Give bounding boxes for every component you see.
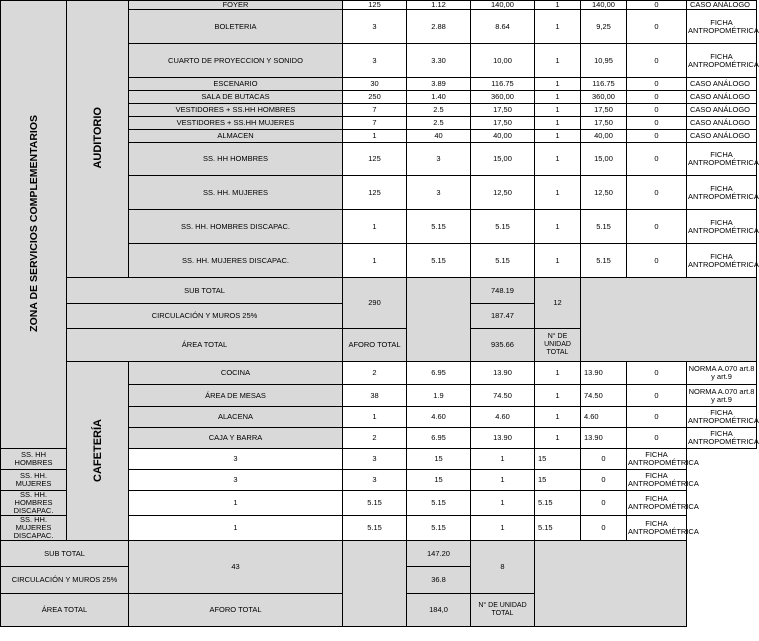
subarea-cell: 74.50	[581, 385, 627, 407]
subarea-cell: 4.60	[581, 407, 627, 428]
obs-cell: CASO ANÁLOGO	[687, 91, 757, 104]
space-name: ALMACEN	[129, 130, 343, 143]
qty-cell: 1	[535, 244, 581, 278]
area-cell: 5.15	[471, 244, 535, 278]
aforo-total-value: 290	[343, 278, 407, 329]
area-cell: 40,00	[471, 130, 535, 143]
space-name: VESTIDORES + SS.HH MUJERES	[129, 117, 343, 130]
subarea-cell: 140,00	[581, 1, 627, 10]
zero-cell: 0	[581, 516, 627, 541]
aforo-cell: 250	[343, 91, 407, 104]
qty-cell: 1	[535, 130, 581, 143]
aforo-total-value: 43	[129, 541, 343, 594]
area-cell: 360,00	[471, 91, 535, 104]
aforo-cell: 2	[343, 362, 407, 385]
qty-cell: 1	[535, 428, 581, 449]
auditorio-label: AUDITORIO	[91, 107, 104, 169]
space-name: ALACENA	[129, 407, 343, 428]
space-name: SS. HH. MUJERES DISCAPAC.	[129, 244, 343, 278]
blank-cell	[407, 278, 471, 362]
area-total-value: 935.66	[471, 329, 535, 362]
area-cell: 13.90	[471, 362, 535, 385]
aforo-cell: 1	[129, 491, 343, 516]
cafeteria-label-cell	[67, 362, 129, 541]
index-cell: 2.88	[407, 10, 471, 44]
qty-cell: 1	[471, 470, 535, 491]
area-cell: 116.75	[471, 78, 535, 91]
unidades-value: 8	[471, 541, 535, 594]
zero-cell: 0	[627, 428, 687, 449]
subtotal-row	[1, 541, 757, 567]
subarea-cell: 17,50	[581, 117, 627, 130]
auditorio-label-cell	[67, 1, 129, 278]
zero-cell: 0	[581, 449, 627, 470]
qty-cell: 1	[535, 44, 581, 78]
aforo-total-label: AFORO TOTAL	[129, 594, 343, 627]
obs-cell: FICHA ANTROPOMÉTRICA	[687, 244, 757, 278]
area-cell: 15	[407, 449, 471, 470]
subtotal-row	[1, 278, 757, 304]
area-cell: 15,00	[471, 143, 535, 176]
qty-cell: 1	[535, 1, 581, 10]
obs-cell: FICHA ANTROPOMÉTRICA	[687, 44, 757, 78]
index-cell: 5.15	[407, 210, 471, 244]
index-cell: 3	[343, 470, 407, 491]
index-cell: 3	[407, 176, 471, 210]
blank-cell	[581, 278, 757, 362]
subtotal-label: SUB TOTAL	[1, 541, 129, 567]
aforo-cell: 3	[343, 44, 407, 78]
area-cell: 17,50	[471, 104, 535, 117]
zero-cell: 0	[627, 91, 687, 104]
obs-cell: FICHA ANTROPOMÉTRICA	[687, 10, 757, 44]
index-cell: 5.15	[343, 516, 407, 541]
space-name: CUARTO DE PROYECCION Y SONIDO	[129, 44, 343, 78]
qty-cell: 1	[471, 516, 535, 541]
zero-cell: 0	[627, 117, 687, 130]
circulation-label: CIRCULACIÓN Y MUROS 25%	[1, 567, 129, 594]
unidades-value: 12	[535, 278, 581, 329]
subtotal-label: SUB TOTAL	[67, 278, 343, 304]
zone-label-cell	[1, 1, 67, 449]
circulation-label: CIRCULACIÓN Y MUROS 25%	[67, 304, 343, 329]
area-cell: 5.15	[471, 210, 535, 244]
obs-cell: FICHA ANTROPOMÉTRICA	[627, 491, 687, 516]
space-name: ESCENARIO	[129, 78, 343, 91]
aforo-total-label: AFORO TOTAL	[343, 329, 407, 362]
area-total-value: 184,0	[407, 594, 471, 627]
zone-label: ZONA DE SERVICIOS COMPLEMENTARIOS	[27, 115, 40, 332]
subarea-cell: 15	[535, 470, 581, 491]
blank-cell	[343, 541, 407, 627]
aforo-cell: 1	[343, 407, 407, 428]
qty-cell: 1	[535, 176, 581, 210]
qty-cell: 1	[535, 10, 581, 44]
subarea-cell: 12,50	[581, 176, 627, 210]
aforo-cell: 3	[129, 449, 343, 470]
obs-cell: FICHA ANTROPOMÉTRICA	[687, 407, 757, 428]
obs-cell: FICHA ANTROPOMÉTRICA	[687, 176, 757, 210]
subarea-cell: 40,00	[581, 130, 627, 143]
obs-cell: FICHA ANTROPOMÉTRICA	[687, 143, 757, 176]
obs-cell: FICHA ANTROPOMÉTRICA	[687, 428, 757, 449]
space-name: SS. HH. HOMBRES DISCAPAC.	[1, 491, 67, 516]
circulation-value: 36.8	[407, 567, 471, 594]
zero-cell: 0	[627, 130, 687, 143]
unidades-label: N° DE UNIDAD TOTAL	[471, 594, 535, 627]
obs-cell: FICHA ANTROPOMÉTRICA	[627, 449, 687, 470]
zero-cell: 0	[581, 470, 627, 491]
aforo-cell: 1	[129, 516, 343, 541]
zero-cell: 0	[627, 176, 687, 210]
aforo-cell: 125	[343, 143, 407, 176]
space-name: COCINA	[129, 362, 343, 385]
zero-cell: 0	[627, 407, 687, 428]
area-cell: 5.15	[407, 516, 471, 541]
subarea-cell: 15,00	[581, 143, 627, 176]
zero-cell: 0	[627, 385, 687, 407]
qty-cell: 1	[471, 491, 535, 516]
area-cell: 8.64	[471, 10, 535, 44]
area-cell: 13.90	[471, 428, 535, 449]
index-cell: 3	[407, 143, 471, 176]
obs-cell: CASO ANÁLOGO	[687, 1, 757, 10]
index-cell: 5.15	[407, 244, 471, 278]
qty-cell: 1	[535, 362, 581, 385]
subtotal-value: 147.20	[407, 541, 471, 567]
zero-cell: 0	[627, 143, 687, 176]
qty-cell: 1	[535, 210, 581, 244]
table-row	[1, 1, 757, 10]
circulation-value: 187.47	[471, 304, 535, 329]
area-cell: 17,50	[471, 117, 535, 130]
area-total-label: ÁREA TOTAL	[67, 329, 343, 362]
index-cell: 3	[343, 449, 407, 470]
obs-cell: FICHA ANTROPOMÉTRICA	[627, 516, 687, 541]
space-name: FOYER	[129, 1, 343, 10]
obs-cell: CASO ANÁLOGO	[687, 117, 757, 130]
index-cell: 4.60	[407, 407, 471, 428]
qty-cell: 1	[535, 385, 581, 407]
aforo-cell: 3	[343, 10, 407, 44]
cafeteria-label: CAFETERÍA	[91, 418, 104, 482]
index-cell: 40	[407, 130, 471, 143]
subarea-cell: 15	[535, 449, 581, 470]
obs-cell: CASO ANÁLOGO	[687, 104, 757, 117]
space-name: BOLETERIA	[129, 10, 343, 44]
zero-cell: 0	[627, 362, 687, 385]
aforo-cell: 7	[343, 117, 407, 130]
qty-cell: 1	[535, 117, 581, 130]
index-cell: 6.95	[407, 428, 471, 449]
area-cell: 74.50	[471, 385, 535, 407]
qty-cell: 1	[535, 78, 581, 91]
aforo-cell: 3	[129, 470, 343, 491]
subarea-cell: 5.15	[535, 516, 581, 541]
subarea-cell: 116.75	[581, 78, 627, 91]
subarea-cell: 13.90	[581, 428, 627, 449]
zero-cell: 0	[627, 104, 687, 117]
area-cell: 5.15	[407, 491, 471, 516]
area-cell: 12,50	[471, 176, 535, 210]
subtotal-value: 748.19	[471, 278, 535, 304]
index-cell: 1.9	[407, 385, 471, 407]
obs-cell: FICHA ANTROPOMÉTRICA	[687, 210, 757, 244]
obs-cell: CASO ANÁLOGO	[687, 78, 757, 91]
table-row	[1, 362, 757, 385]
area-total-label: ÁREA TOTAL	[1, 594, 129, 627]
space-name: SS. HH. MUJERES	[129, 176, 343, 210]
blank-cell	[535, 541, 687, 627]
subarea-cell: 13.90	[581, 362, 627, 385]
aforo-cell: 38	[343, 385, 407, 407]
qty-cell: 1	[535, 91, 581, 104]
subarea-cell: 5.15	[535, 491, 581, 516]
index-cell: 6.95	[407, 362, 471, 385]
zero-cell: 0	[627, 1, 687, 10]
aforo-cell: 125	[343, 176, 407, 210]
zero-cell: 0	[627, 78, 687, 91]
qty-cell: 1	[535, 143, 581, 176]
index-cell: 3.89	[407, 78, 471, 91]
aforo-cell: 7	[343, 104, 407, 117]
aforo-cell: 30	[343, 78, 407, 91]
index-cell: 2.5	[407, 117, 471, 130]
subarea-cell: 5.15	[581, 210, 627, 244]
subarea-cell: 9,25	[581, 10, 627, 44]
obs-cell: NORMA A.070 art.8 y art.9	[687, 362, 757, 385]
unidades-label: N° DE UNIDAD TOTAL	[535, 329, 581, 362]
aforo-cell: 1	[343, 244, 407, 278]
obs-cell: CASO ANÁLOGO	[687, 130, 757, 143]
subarea-cell: 10,95	[581, 44, 627, 78]
aforo-cell: 2	[343, 428, 407, 449]
space-name: SS. HH HOMBRES	[1, 449, 67, 470]
aforo-cell: 1	[343, 210, 407, 244]
obs-cell: FICHA ANTROPOMÉTRICA	[627, 470, 687, 491]
obs-cell: NORMA A.070 art.8 y art.9	[687, 385, 757, 407]
area-cell: 140,00	[471, 1, 535, 10]
zero-cell: 0	[627, 244, 687, 278]
area-cell: 10,00	[471, 44, 535, 78]
index-cell: 1.40	[407, 91, 471, 104]
zero-cell: 0	[627, 210, 687, 244]
subarea-cell: 17,50	[581, 104, 627, 117]
space-name: SS. HH. MUJERES DISCAPAC.	[1, 516, 67, 541]
aforo-cell: 1	[343, 130, 407, 143]
index-cell: 5.15	[343, 491, 407, 516]
index-cell: 3.30	[407, 44, 471, 78]
qty-cell: 1	[535, 104, 581, 117]
qty-cell: 1	[535, 407, 581, 428]
zero-cell: 0	[627, 10, 687, 44]
subarea-cell: 360,00	[581, 91, 627, 104]
space-name: SS. HH. HOMBRES DISCAPAC.	[129, 210, 343, 244]
zero-cell: 0	[627, 44, 687, 78]
index-cell: 1.12	[407, 1, 471, 10]
space-name: SALA DE BUTACAS	[129, 91, 343, 104]
zero-cell: 0	[581, 491, 627, 516]
area-cell: 4.60	[471, 407, 535, 428]
index-cell: 2.5	[407, 104, 471, 117]
qty-cell: 1	[471, 449, 535, 470]
area-cell: 15	[407, 470, 471, 491]
space-name: SS. HH. MUJERES	[1, 470, 67, 491]
aforo-cell: 125	[343, 1, 407, 10]
subarea-cell: 5.15	[581, 244, 627, 278]
space-name: VESTIDORES + SS.HH HOMBRES	[129, 104, 343, 117]
space-name: ÁREA DE MESAS	[129, 385, 343, 407]
space-name: SS. HH HOMBRES	[129, 143, 343, 176]
space-name: CAJA Y BARRA	[129, 428, 343, 449]
